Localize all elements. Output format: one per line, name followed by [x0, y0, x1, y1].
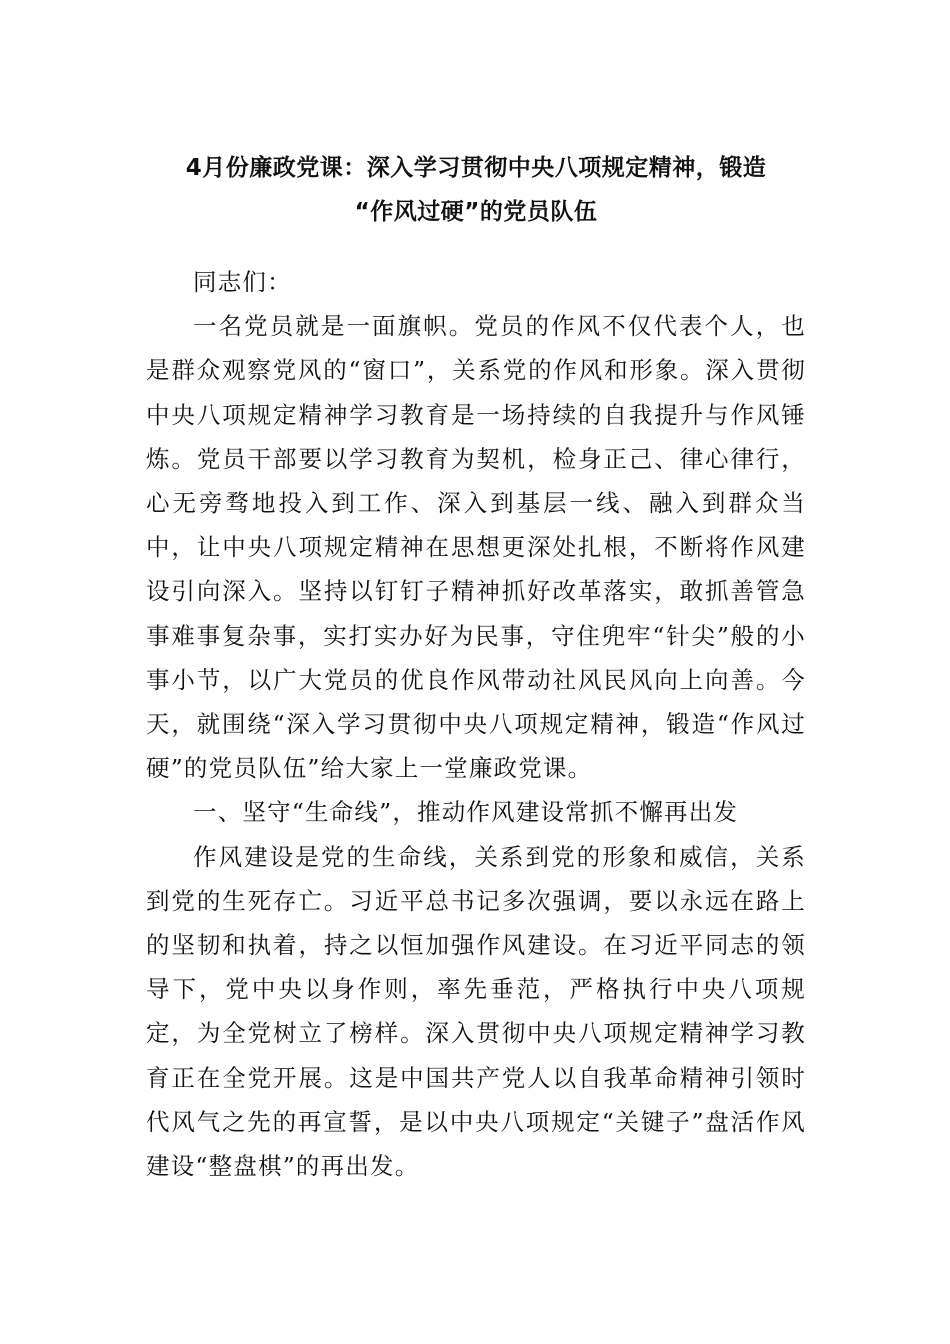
- intro-paragraph: 一名党员就是一面旗帜。党员的作风不仅代表个人，也是群众观察党风的“窗口”，关系党的作风和形象。深入贯彻中央八项规定精神学习教育是一场持续的自我提升与作风锤炼。党员干部要以学习教育为契机，检身正己、律心律行，心无旁骛地投入到工作、深入到基层一线、融入到群众当中，让中央八项规定精神在思想更深处扎根，不断将作风建设引向深入。坚持以钉钉子精神抓好改革落实，敢抓善管急事难事复杂事，实打实办好为民事，守住兜牢“针尖”般的小事小节，以广大党员的优良作风带动社风民风向上向善。今天，就围绕“深入学习贯彻中央八项规定精神，锻造“作风过硬”的党员队伍”给大家上一堂廉政党课。: [146, 312, 806, 783]
- document-page: [146, 146, 806, 1188]
- section-1-heading: 一、坚守“生命线”，推动作风建设常抓不懈再出发: [193, 798, 739, 827]
- section-1-paragraph: 作风建设是党的生命线，关系到党的形象和威信，关系到党的生死存亡。习近平总书记多次强调，要以永远在路上的坚韧和执着，持之以恒加强作风建设。在习近平同志的领导下，党中央以身作则，率先垂范，严格执行中央八项规定，为全党树立了榜样。深入贯彻中央八项规定精神学习教育正在全党开展。这是中国共产党人以自我革命精神引领时代风气之先的再宣誓，是以中央八项规定“关键子”盘活作风建设“整盘棋”的再出发。: [146, 842, 806, 1181]
- title-line-2: “作风过硬”的党员队伍: [354, 199, 598, 225]
- document-title: [146, 146, 806, 234]
- salutation: 同志们：: [193, 268, 292, 296]
- title-line-1: 4月份廉政党课：深入学习贯彻中央八项规定精神，锻造: [185, 155, 767, 181]
